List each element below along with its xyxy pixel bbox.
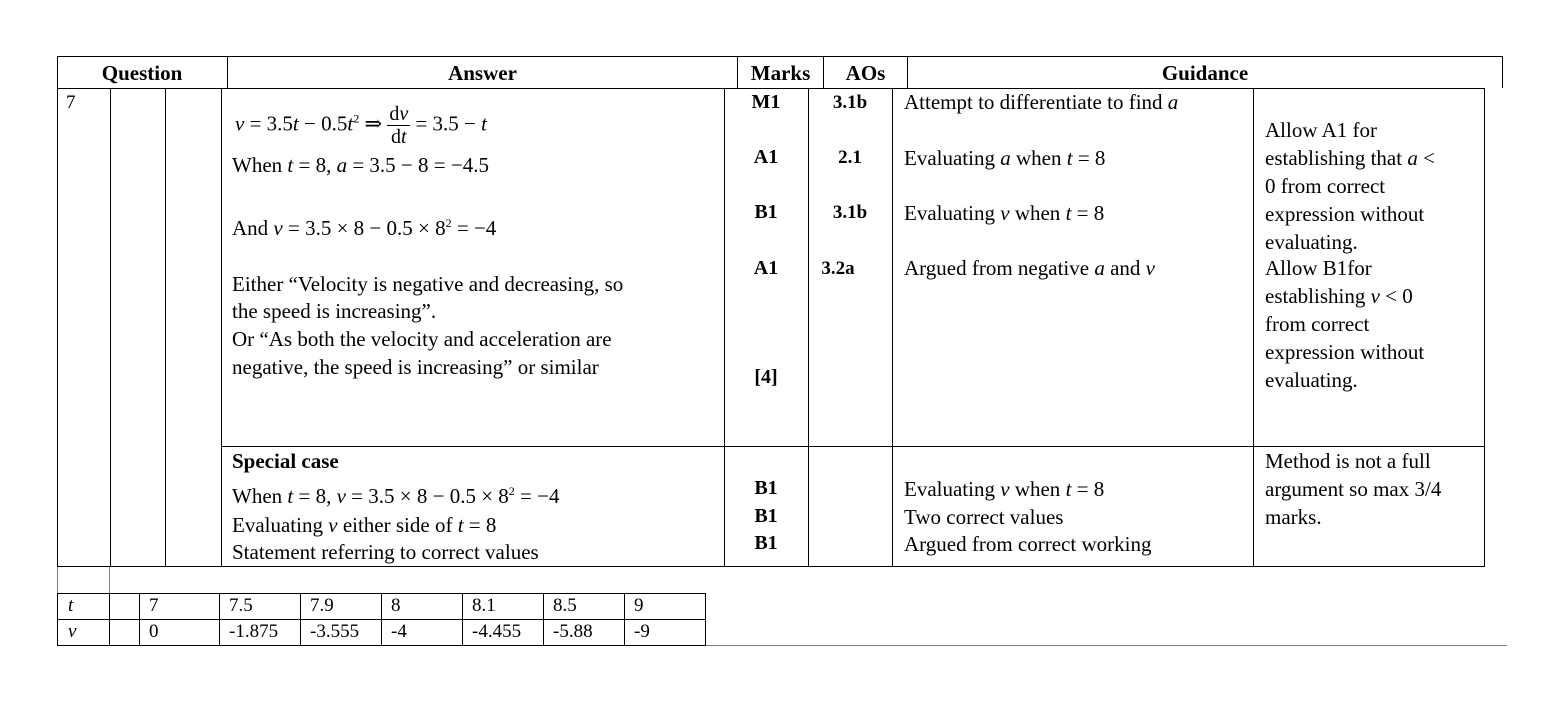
body-col-2 — [165, 88, 166, 567]
question-number: 7 — [66, 92, 76, 113]
mark-1: M1 — [751, 91, 781, 113]
answer-line-4: Either “Velocity is negative and decreasing, so — [232, 272, 624, 296]
body-col-5 — [808, 88, 809, 567]
t-value-6: 8.5 — [553, 595, 577, 616]
note-allow-a1: Allow A1 for establishing that a < 0 from correct expression without evaluating. — [1265, 118, 1435, 254]
note-special-case: Method is not a full argument so max 3/4 marks. — [1265, 449, 1442, 529]
answer-line-3: And $v = 3.5 \times 8 - 0.5 \times 8^2 = -4$ — [232, 216, 497, 240]
mark-3: B1 — [754, 201, 778, 223]
t-value-7: 9 — [634, 595, 644, 616]
note-allow-b1: Allow B1for establishing v < 0 from correct expression without evaluating. — [1265, 256, 1425, 392]
v-value-3: -3.555 — [310, 621, 360, 642]
special-line-3: Statement referring to correct values — [232, 540, 539, 564]
header-question: Question — [101, 61, 183, 85]
body-col-4 — [724, 88, 725, 567]
lower-frame-bottom-rule — [705, 645, 1507, 646]
ao-3: 3.1b — [832, 202, 868, 223]
guidance-3: Evaluating v when t = 8 — [904, 201, 1105, 225]
t-value-5: 8.1 — [472, 595, 496, 616]
body-col-7 — [1253, 88, 1254, 567]
row-t-label: t — [68, 595, 74, 616]
v-value-1: 0 — [149, 621, 159, 642]
ao-2: 2.1 — [838, 147, 862, 168]
guidance-1: Attempt to differentiate to find a — [904, 90, 1179, 114]
special-mark-3: B1 — [754, 532, 778, 554]
row-v-label: v — [68, 621, 77, 642]
body-left-border — [57, 88, 58, 567]
body-top-border — [57, 88, 1485, 89]
body-col-3 — [221, 88, 222, 567]
values-table — [57, 593, 706, 646]
body-col-1 — [110, 88, 111, 567]
t-value-4: 8 — [391, 595, 401, 616]
guidance-4: Argued from negative a and v — [904, 256, 1155, 280]
body-bottom-border — [57, 566, 1485, 567]
special-guidance-3: Argued from correct working — [904, 532, 1152, 556]
answer-line-1: $v = 3.5t - 0.5t^2$ ⇒ $\frac{dv}{dt}$ = 3.5 − t — [235, 103, 487, 148]
v-value-4: -4 — [391, 621, 407, 642]
t-value-2: 7.5 — [229, 595, 253, 616]
answer-line-5: the speed is increasing”. — [232, 299, 437, 323]
header-answer: Answer — [448, 61, 517, 85]
special-mark-1: B1 — [754, 477, 778, 499]
special-case-title: Special case — [232, 449, 339, 473]
mark-2: A1 — [753, 146, 779, 168]
v-value-5: -4.455 — [472, 621, 522, 642]
guidance-2: Evaluating a when t = 8 — [904, 146, 1106, 170]
body-col-6 — [892, 88, 893, 567]
ao-1: 3.1b — [832, 92, 868, 113]
answer-line-2: When t = 8, a = 3.5 − 8 = −4.5 — [232, 153, 489, 177]
v-value-2: -1.875 — [229, 621, 279, 642]
special-mark-2: B1 — [754, 505, 778, 527]
ao-4: 3.2a — [821, 258, 855, 279]
answer-line-6: Or “As both the velocity and acceleration are — [232, 327, 612, 351]
header-guidance: Guidance — [1161, 61, 1249, 85]
special-guidance-2: Two correct values — [904, 505, 1064, 529]
v-value-6: -5.88 — [553, 621, 593, 642]
special-guidance-1: Evaluating v when t = 8 — [904, 477, 1105, 501]
t-value-1: 7 — [149, 595, 159, 616]
answer-line-7: negative, the speed is increasing” or similar — [232, 355, 599, 379]
header-aos: AOs — [845, 61, 886, 85]
special-line-1: When t = 8, $v = 3.5 \times 8 - 0.5 \times 8^2 = -4$ — [232, 484, 560, 508]
header-top-border — [57, 56, 1503, 57]
header-marks: Marks — [750, 61, 811, 85]
mark-total: [4] — [754, 366, 778, 388]
lower-frame-divider — [109, 567, 110, 593]
special-line-2: Evaluating v either side of t = 8 — [232, 513, 497, 537]
t-value-3: 7.9 — [310, 595, 334, 616]
lower-frame-left — [57, 567, 58, 593]
mark-4: A1 — [753, 257, 779, 279]
derivative-fraction: $\frac{dv}{dt}$ — [389, 103, 409, 148]
header-right-border — [1502, 56, 1503, 88]
v-value-7: -9 — [634, 621, 650, 642]
